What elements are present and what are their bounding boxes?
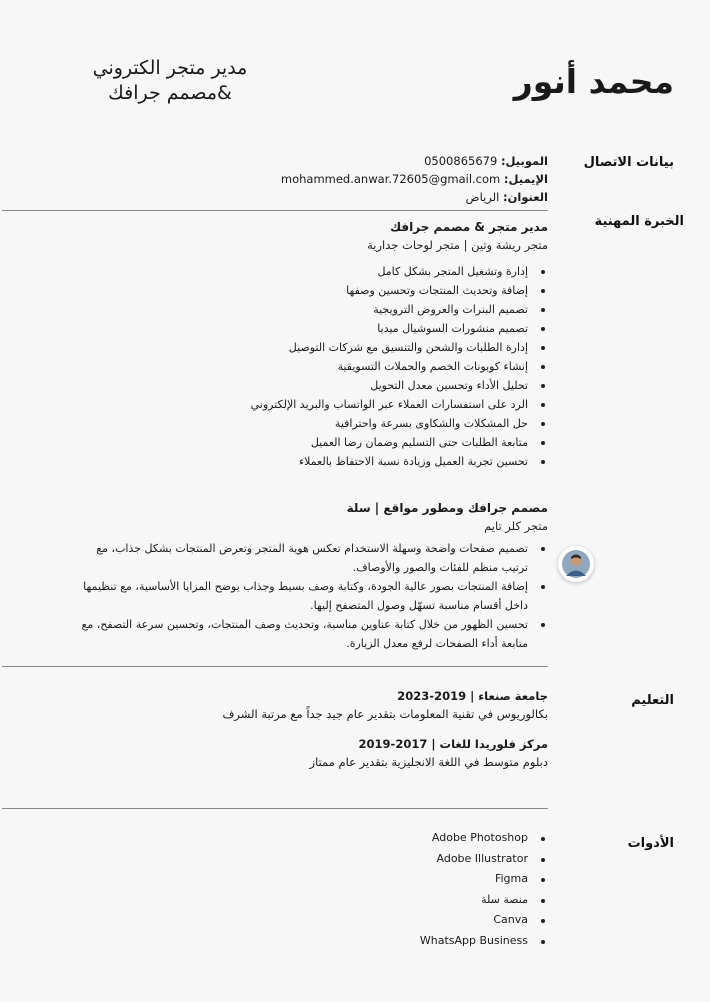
email-label: الإيميل: bbox=[503, 172, 548, 186]
job-1-title: مدير متجر & مصمم جرافك bbox=[390, 220, 548, 234]
list-item: متابعة الطلبات حتى التسليم وضمان رضا العميل bbox=[68, 433, 548, 452]
email-row bbox=[148, 170, 548, 188]
divider bbox=[2, 666, 548, 667]
list-item: إدارة الطلبات والشحن والتنسيق مع شركات التوصيل bbox=[68, 338, 548, 357]
job-2-duties bbox=[68, 539, 548, 653]
phone-label: الموبيل: bbox=[500, 154, 548, 168]
job-title-block bbox=[60, 56, 280, 106]
job-1-duties bbox=[68, 262, 548, 471]
job-entry-2 bbox=[68, 499, 548, 653]
address-row bbox=[148, 188, 548, 206]
avatar-portrait-icon bbox=[561, 549, 591, 579]
list-item: تصميم البنرات والعروض الترويجية bbox=[68, 300, 548, 319]
contact-details bbox=[148, 152, 548, 206]
list-item: إنشاء كوبونات الخصم والحملات التسويقية bbox=[68, 357, 548, 376]
job-2-company: متجر كلر تايم bbox=[484, 519, 548, 533]
experience-section-label: الخبرة المهنية bbox=[594, 214, 684, 229]
list-item: حل المشكلات والشكاوى بسرعة واحترافية bbox=[68, 414, 548, 433]
list-item: تصميم صفحات واضحة وسهلة الاستخدام تعكس هوية المتجر وتعرض المنتجات بشكل جذاب، مع ترتيب منظم للفئات والصور والأوصاف. bbox=[68, 539, 548, 577]
education-section-label: التعليم bbox=[631, 693, 674, 708]
education-1-institution: جامعة صنعاء | 2019-2023 bbox=[397, 689, 548, 703]
tool-item: Figma bbox=[248, 869, 548, 890]
education-1-degree: بكالوريوس في تقنية المعلومات بتقدير عام جيد جداً مع مرتبة الشرف bbox=[222, 707, 548, 721]
job-2-title: مصمم جرافك ومطور مواقع | سلة bbox=[346, 501, 548, 515]
tool-item: Canva bbox=[248, 910, 548, 931]
divider bbox=[2, 808, 548, 809]
job-entry-1 bbox=[68, 218, 548, 471]
list-item: تحسين تجربة العميل وزيادة نسبة الاحتفاظ بالعملاء bbox=[68, 452, 548, 471]
education-2-institution: مركز فلوريدا للغات | 2017-2019 bbox=[358, 737, 548, 751]
education-2-degree: دبلوم متوسط في اللغة الانجليزية بتقدير عام ممتاز bbox=[309, 755, 548, 769]
profile-avatar-icon bbox=[558, 546, 594, 582]
divider bbox=[2, 210, 548, 211]
list-item: إضافة المنتجات بصور عالية الجودة، وكتابة وصف بسيط وجذاب يوضح المزايا الأساسية، مع تنظيمها داخل أقسام مناسبة تسهّل وصول المتصفح إليها. bbox=[68, 577, 548, 615]
tool-item: منصة سلة bbox=[248, 890, 548, 911]
job-1-company: متجر ريشة وتين | متجر لوحات جدارية bbox=[367, 238, 548, 252]
tools-list bbox=[248, 828, 548, 952]
candidate-name: محمد أنور bbox=[513, 62, 674, 101]
address-label: العنوان: bbox=[502, 190, 548, 204]
list-item: تحسين الظهور من خلال كتابة عناوين مناسبة، وتحديث وصف المنتجات، وتحسين سرعة التصفح، مع متابعة أداء الصفحات لرفع معدل الزيارة. bbox=[68, 615, 548, 653]
job-title-line-1: مدير متجر الكتروني bbox=[92, 57, 248, 79]
phone-value: 0500865679 bbox=[424, 154, 498, 168]
contact-section-label: بيانات الاتصال bbox=[583, 155, 674, 170]
tool-item: Adobe Photoshop bbox=[248, 828, 548, 849]
education-list bbox=[68, 687, 548, 783]
tools-section-label: الأدوات bbox=[627, 836, 674, 851]
list-item: الرد على استفسارات العملاء عبر الواتساب والبريد الإلكتروني bbox=[68, 395, 548, 414]
list-item: تحليل الأداء وتحسين معدل التحويل bbox=[68, 376, 548, 395]
tool-item: WhatsApp Business bbox=[248, 931, 548, 952]
list-item: إدارة وتشغيل المتجر بشكل كامل bbox=[68, 262, 548, 281]
list-item: إضافة وتحديث المنتجات وتحسين وصفها bbox=[68, 281, 548, 300]
list-item: تصميم منشورات السوشيال ميديا bbox=[68, 319, 548, 338]
email-value: mohammed.anwar.72605@gmail.com bbox=[280, 172, 501, 186]
job-title-line-2: مصمم جرافك& bbox=[108, 82, 232, 104]
tool-item: Adobe Illustrator bbox=[248, 849, 548, 870]
phone-row bbox=[148, 152, 548, 170]
address-value: الرياض bbox=[465, 190, 500, 204]
